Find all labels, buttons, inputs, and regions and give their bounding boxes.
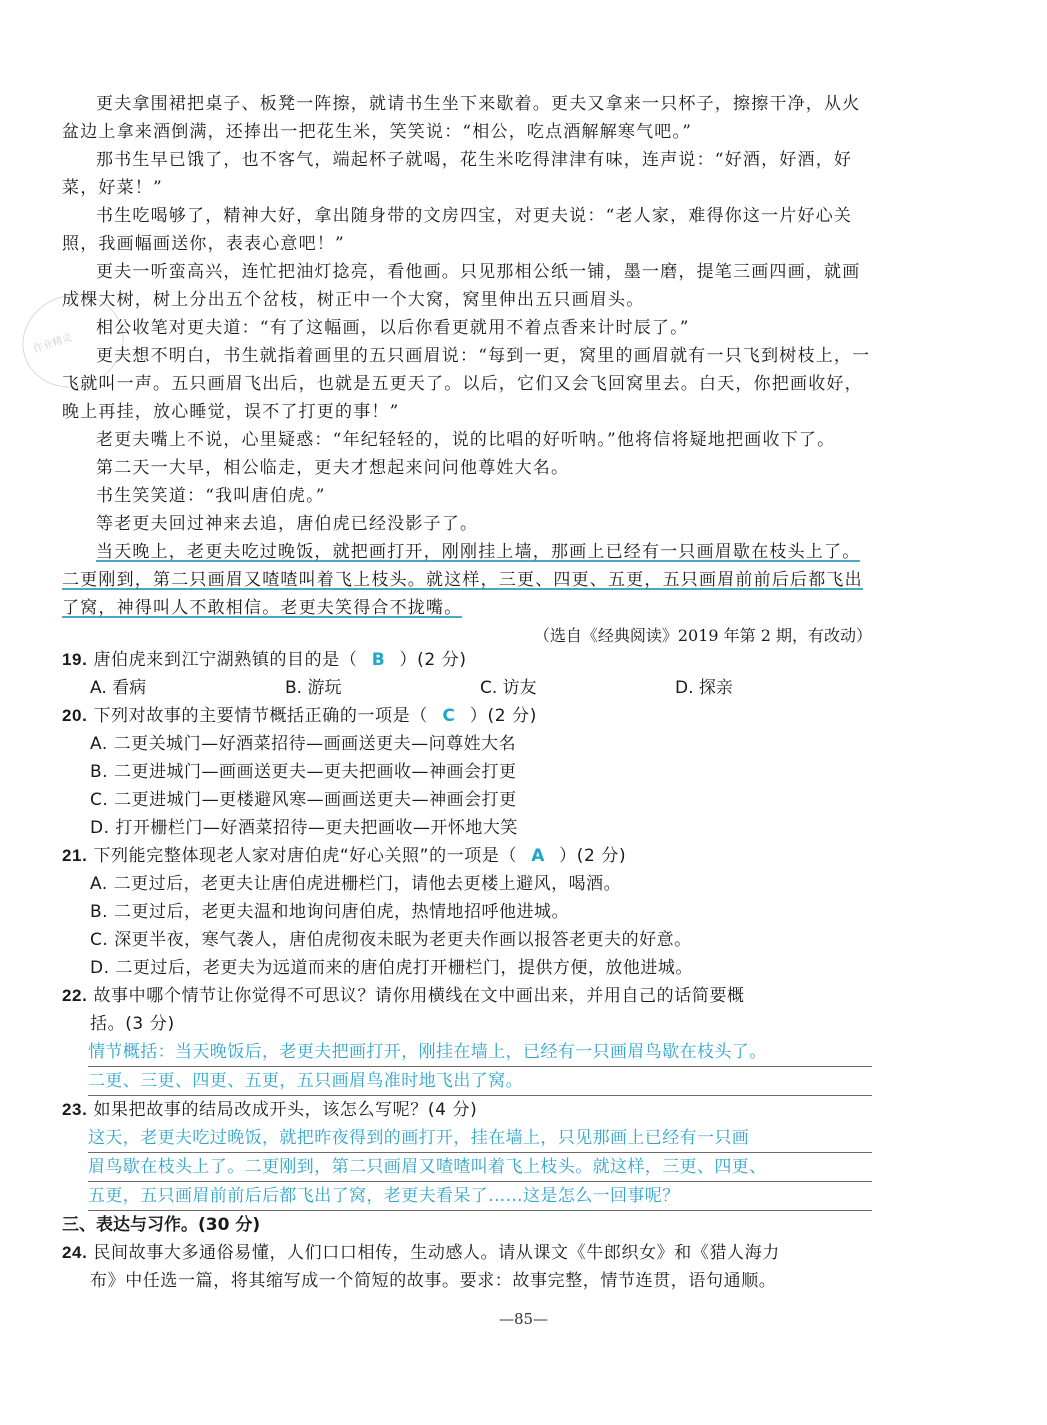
question-number: 23.	[62, 1100, 88, 1119]
story-paragraph: 等老更夫回过神来去追，唐伯虎已经没影子了。	[96, 514, 479, 534]
question-score: ）(2 分)	[469, 706, 537, 726]
option: D. 探亲	[675, 678, 733, 698]
answer-line: 情节概括：当天晚饭后，老更夫把画打开，刚挂在墙上，已经有一只画眉鸟歇在枝头了。	[88, 1038, 872, 1067]
handwritten-answer-22	[88, 1038, 872, 1096]
option: D. 打开栅栏门—好酒菜招待—更夫把画收—开怀地大笑	[90, 818, 518, 838]
question-21	[62, 842, 874, 870]
question-number: 20.	[62, 706, 88, 725]
question-number: 21.	[62, 846, 88, 865]
option: B. 二更过后，老更夫温和地询问唐伯虎，热情地招呼他进城。	[90, 902, 569, 922]
question-text: 故事中哪个情节让你觉得不可思议？请你用横线在文中画出来，并用自己的话简要概	[93, 986, 745, 1006]
option: B. 二更进城门—画画送更夫—更夫把画收—神画会打更	[90, 762, 517, 782]
option: A. 看病	[90, 678, 147, 698]
answer-line: 眉鸟歇在枝头上了。二更刚到，第二只画眉又喳喳叫着飞上枝头。就这样，三更、四更、	[88, 1153, 872, 1182]
story-source: （选自《经典阅读》2019 年第 2 期，有改动）	[533, 626, 872, 645]
question-text: 民间故事大多通俗易懂，人们口口相传，生动感人。请从课文《牛郎织女》和《猎人海力	[93, 1243, 780, 1263]
story-paragraph: 书生吃喝够了，精神大好，拿出随身带的文房四宝，对更夫说：“老人家，难得你这一片好心关照，我画幅画送你，表表心意吧！”	[62, 206, 853, 254]
handwritten-answer-23	[88, 1124, 872, 1211]
underlined-text: 当天晚上，老更夫吃过晚饭，就把画打开，刚刚挂上墙，那画上已经有一只画眉歇在枝头上了。二更刚到，第二只画眉又喳喳叫着飞上枝头。就这样，三更、四更、五更，五只画眉前前后后都飞出了窝，神得叫人不敢相信。老更夫笑得合不拢嘴。	[62, 542, 863, 618]
question-score: ）(2 分)	[399, 650, 467, 670]
answer-line: 二更、三更、四更、五更，五只画眉鸟准时地飞出了窝。	[88, 1067, 872, 1096]
question-19	[62, 646, 874, 674]
question-text-cont: 布》中任选一篇，将其缩写成一个简短的故事。要求：故事完整，情节连贯，语句通顺。	[90, 1271, 777, 1291]
options-row	[62, 674, 874, 702]
option: C. 深更半夜，寒气袭人，唐伯虎彻夜未眠为老更夫作画以报答老更夫的好意。	[90, 930, 692, 950]
story-paragraph: 更夫一听蛮高兴，连忙把油灯捻亮，看他画。只见那相公纸一铺，墨一磨，提笔三画四画，就画成棵大树，树上分出五个岔枝，树正中一个大窝，窝里伸出五只画眉头。	[62, 262, 861, 310]
story-paragraph: 老更夫嘴上不说，心里疑惑：“年纪轻轻的，说的比唱的好听呐。”他将信将疑地把画收下了。	[96, 430, 836, 450]
page-number: —85—	[498, 1310, 549, 1328]
story-paragraph: 更夫想不明白，书生就指着画里的五只画眉说：“每到一更，窝里的画眉就有一只飞到树枝上，一飞就叫一声。五只画眉飞出后，也就是五更天了。以后，它们又会飞回窝里去。白天，你把画收好，晚上再挂，放心睡觉，误不了打更的事！”	[62, 346, 871, 422]
option: A. 二更关城门—好酒菜招待—画画送更夫—问尊姓大名	[90, 734, 517, 754]
question-23	[62, 1096, 874, 1124]
watermark-stamp: 作业精灵	[10, 281, 135, 400]
story-paragraph: 那书生早已饿了，也不客气，端起杯子就喝，花生米吃得津津有味，连声说：“好酒，好酒，好菜，好菜！”	[62, 150, 853, 198]
question-number: 22.	[62, 986, 88, 1005]
answer-mark: A	[531, 846, 545, 866]
question-text: 下列能完整体现老人家对唐伯虎“好心关照”的一项是（	[93, 846, 518, 866]
question-text: 如果把故事的结局改成开头，该怎么写呢？(4 分)	[93, 1100, 478, 1120]
story-paragraph: 相公收笔对更夫道：“有了这幅画，以后你看更就用不着点香来计时辰了。”	[96, 318, 690, 338]
answer-line: 五更，五只画眉前前后后都飞出了窝，老更夫看呆了……这是怎么一回事呢？	[88, 1182, 872, 1211]
question-22	[62, 982, 874, 1010]
story-paragraph: 第二天一大早，相公临走，更夫才想起来问问他尊姓大名。	[96, 458, 570, 478]
question-text: 下列对故事的主要情节概括正确的一项是（	[93, 706, 428, 726]
question-number: 24.	[62, 1243, 88, 1262]
story-underlined-paragraph	[62, 538, 872, 622]
story-paragraph: 更夫拿围裙把桌子、板凳一阵擦，就请书生坐下来歇着。更夫又拿来一只杯子，擦擦干净，从火盆边上拿来酒倒满，还捧出一把花生米，笑笑说：“相公，吃点酒解解寒气吧。”	[62, 94, 861, 142]
question-24	[62, 1239, 874, 1267]
question-20	[62, 702, 874, 730]
option: C. 二更进城门—更楼避风寒—画画送更夫—神画会打更	[90, 790, 517, 810]
section-heading: 三、表达与习作。(30 分)	[62, 1215, 261, 1235]
story-text	[62, 90, 872, 650]
question-score: ）(2 分)	[559, 846, 627, 866]
question-text-cont: 括。(3 分)	[90, 1014, 175, 1034]
answer-line: 这天，老更夫吃过晚饭，就把昨夜得到的画打开，挂在墙上，只见那画上已经有一只画	[88, 1124, 872, 1153]
story-paragraph: 书生笑笑道：“我叫唐伯虎。”	[96, 486, 326, 506]
answer-mark: B	[371, 650, 386, 670]
option: D. 二更过后，老更夫为远道而来的唐伯虎打开栅栏门，提供方便，放他进城。	[90, 958, 693, 978]
question-text: 唐伯虎来到江宁湖熟镇的目的是（	[93, 650, 358, 670]
option: A. 二更过后，老更夫让唐伯虎进栅栏门，请他去更楼上避风，喝酒。	[90, 874, 622, 894]
option: C. 访友	[480, 678, 537, 698]
question-number: 19.	[62, 650, 88, 669]
questions	[62, 646, 874, 1295]
option: B. 游玩	[285, 678, 342, 698]
answer-mark: C	[442, 706, 456, 726]
